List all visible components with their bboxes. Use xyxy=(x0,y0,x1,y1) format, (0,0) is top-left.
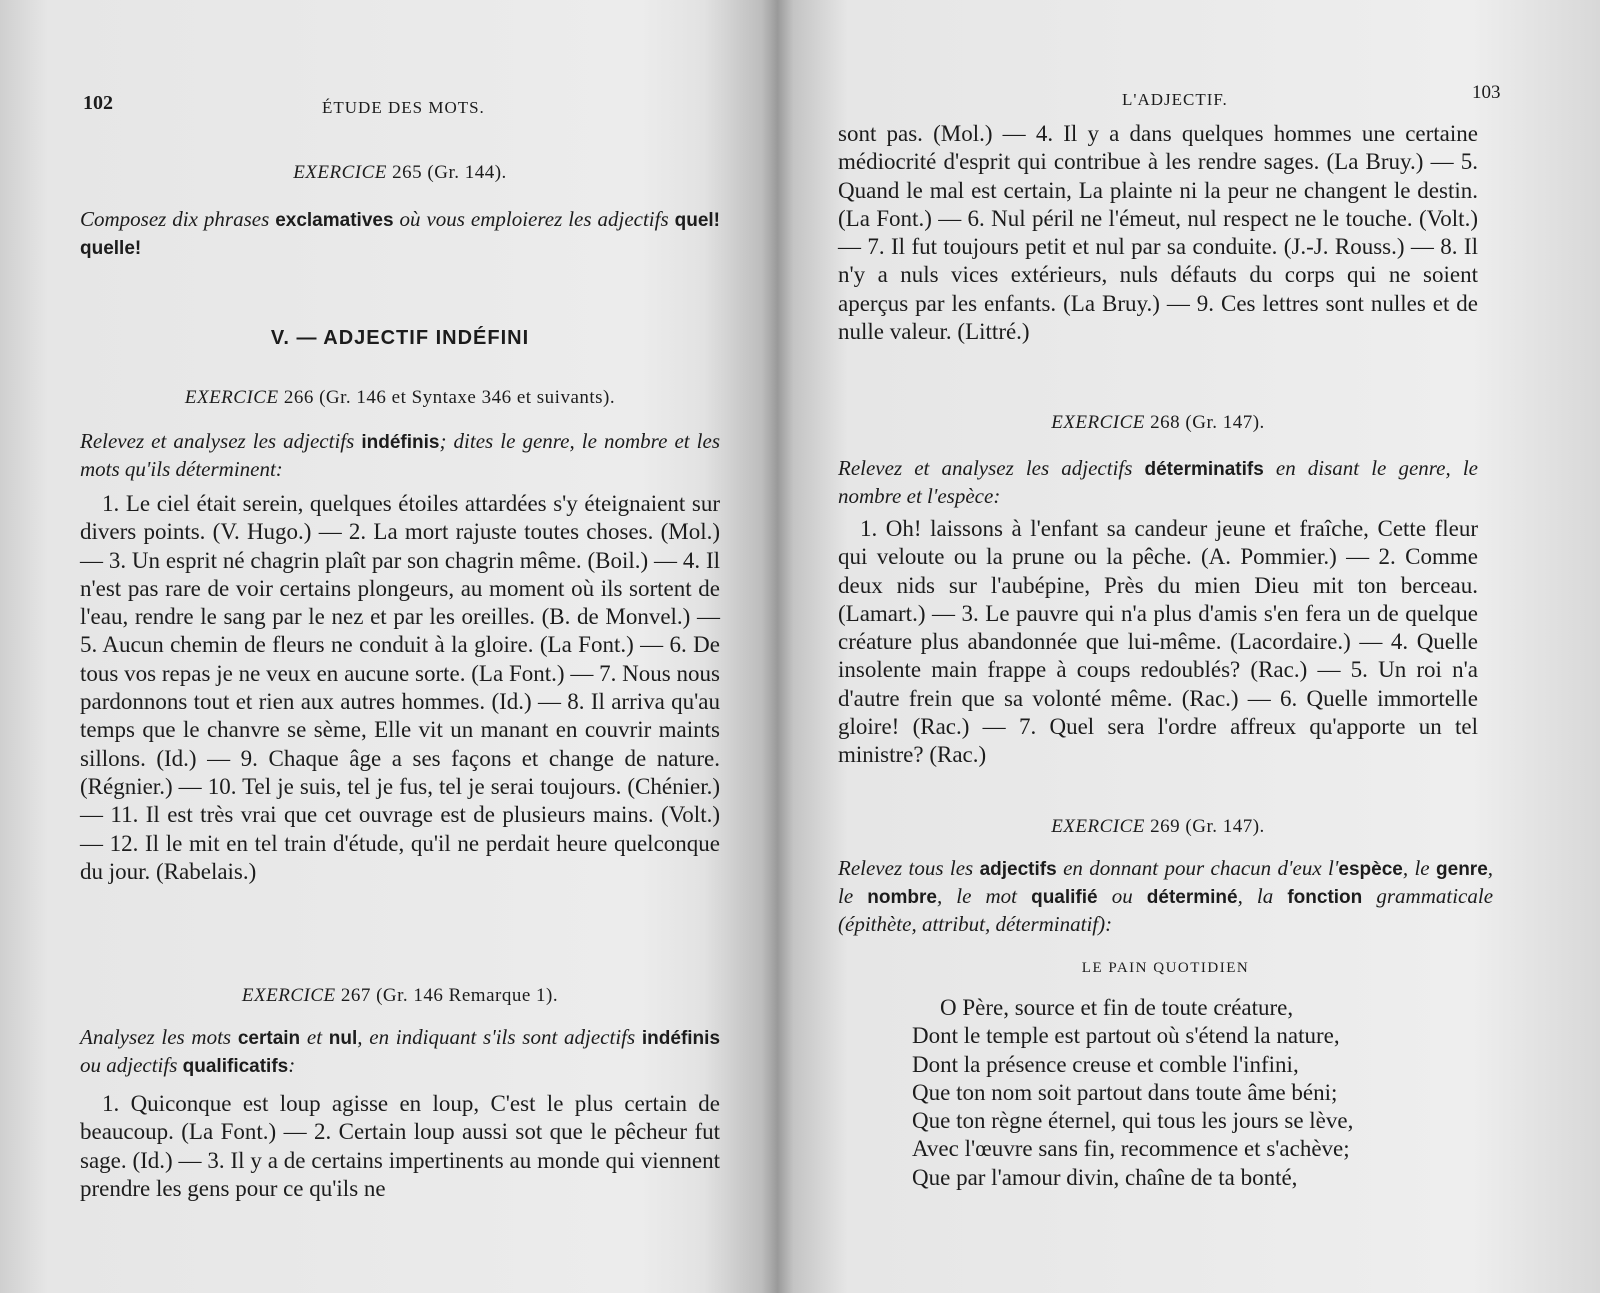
running-head-right: L'ADJECTIF. xyxy=(1122,90,1228,109)
exercise-268-instructions: Relevez et analysez les adjectifs déterminatifs en disant le genre, le nombre et l'espèce: xyxy=(838,456,1478,508)
poem-line: O Père, source et fin de toute créature, xyxy=(940,995,1294,1020)
exercise-word: EXERCICE xyxy=(241,985,336,1006)
exercise-268-title xyxy=(838,412,1478,434)
exercise-ref: 265 (Gr. 144). xyxy=(392,162,507,183)
exercise-265-instructions: Composez dix phrases exclamatives où vous emploierez les adjectifs quel! quelle! xyxy=(80,207,720,259)
poem-line: Dont le temple est partout où s'étend la nature, xyxy=(912,1023,1340,1049)
page-number-right: 103 xyxy=(1472,82,1501,103)
exercise-ref: 266 (Gr. 146 et Syntaxe 346 et suivants). xyxy=(283,387,616,408)
poem-line: Que ton nom soit partout dans toute âme béni; xyxy=(912,1079,1338,1105)
exercise-266-text: 1. Le ciel était serein, quelques étoiles attardées s'y éteignaient sur divers points. (V. Hugo.) — 2. La mort rajuste toutes choses. (Mol.) — 3. Un esprit né chagrin plaît par son chagrin même. (Boil.) — 4. Il n'est pas rare de voir certains plongeurs, au moment où ils sortent de l'eau, rendre le sang par le nez et par les oreilles. (B. de Monvel.) — 5. Aucun chemin de fleurs ne conduit à la gloire. (La Font.) — 6. De tous vos repas je ne veux en aucune sorte. (La Font.) — 7. Nous nous pardonnons tout et rien aux autres hommes. (Id.) — 8. Il arriva qu'au temps que le chanvre se sème, Elle vit un manant en couvrir maints sillons. (Id.) — 9. Chaque âge a ses façons et change de nature. (Régnier.) — 10. Tel je suis, tel je fus, tel je serai toujours. (Chénier.) — 11. Il est très vrai que cet ouvrage est de plusieurs mains. (Volt.) — 12. Il le mit en tel train d'étude, qu'il ne perdait heure quelconque du jour. (Rabelais.) xyxy=(80,491,720,884)
exercise-ref: 268 (Gr. 147). xyxy=(1150,412,1265,433)
poem-line: Que par l'amour divin, chaîne de ta bonté, xyxy=(912,1164,1298,1190)
poem xyxy=(912,994,1472,1192)
exercise-word: EXERCICE xyxy=(293,162,387,183)
exercise-266-instructions: Relevez et analysez les adjectifs indéfinis; dites le genre, le nombre et les mots qu'ils déterminent: xyxy=(80,429,720,481)
exercise-266-title xyxy=(80,387,720,409)
exercise-269-title xyxy=(838,816,1478,838)
exercise-word: EXERCICE xyxy=(1051,412,1145,433)
exercise-ref: 269 (Gr. 147). xyxy=(1150,816,1265,837)
exercise-268-text: 1. Oh! laissons à l'enfant sa candeur jeune et fraîche, Cette fleur qui veloute ou la prune ou la pêche. (A. Pommier.) — 2. Comme deux nids sur l'aubépine, Près du mien Dieu mit ton berceau. (Lamart.) — 3. Le pauvre qui n'a plus d'amis s'en fera un de quelque créature plus abandonnée que lui-même. (Lacordaire.) — 4. Quelle insolente main frappe à coups redoublés? (Rac.) — 5. Un roi n'a d'autre frein que sa volonté même. (Rac.) — 6. Quelle immortelle gloire! (Rac.) — 7. Quel sera l'ordre affreux qu'apporte un tel ministre? (Rac.) xyxy=(838,516,1478,768)
exercise-word: EXERCICE xyxy=(1051,816,1145,837)
poem-title: LE PAIN QUOTIDIEN xyxy=(1081,960,1250,976)
exercise-267-text: 1. Quiconque est loup agisse en loup, C'est le plus certain de beaucoup. (La Font.) — 2. Certain loup aussi sot que le pêcheur fut sage. (Id.) — 3. Il y a de certains impertinents au monde qui viennent prendre les gens pour ce qu'ils ne xyxy=(80,1091,720,1201)
right-page xyxy=(800,0,1600,1293)
exercise-ref: 267 (Gr. 146 Remarque 1). xyxy=(340,985,559,1006)
section-title: V. — ADJECTIF INDÉFINI xyxy=(270,327,530,349)
running-head-left: ÉTUDE DES MOTS. xyxy=(322,98,485,117)
poem-line: Que ton règne éternel, qui tous les jours se lève, xyxy=(912,1108,1354,1134)
exercise-265-title xyxy=(80,162,720,184)
exercise-269-instructions: Relevez tous les adjectifs en donnant pour chacun d'eux l'espèce, le genre, le nombre, le mot qualifié ou déterminé, la fonction grammaticale (épithète, attribut, déterminatif): xyxy=(838,856,1494,936)
exercise-267-title xyxy=(80,985,720,1007)
poem-line: Dont la présence creuse et comble l'infini, xyxy=(912,1051,1299,1077)
continuation-text: sont pas. (Mol.) — 4. Il y a dans quelques hommes une certaine médiocrité d'esprit qui contribue à les rendre sages. (La Bruy.) — 5. Quand le mal est certain, La plainte ni la peur ne changent le destin. (La Font.) — 6. Nul péril ne l'émeut, nul respect ne le touche. (Volt.) — 7. Il fut toujours petit et nul par sa conduite. (J.-J. Rouss.) — 8. Il n'y a nuls vices extérieurs, nuls défauts du corps qui ne soient aperçus par les enfants. (La Bruy.) — 9. Ces lettres sont nulles et de nulle valeur. (Littré.) xyxy=(838,121,1478,345)
left-page xyxy=(0,0,780,1293)
exercise-word: EXERCICE xyxy=(184,387,279,408)
exercise-267-instructions: Analysez les mots certain et nul, en indiquant s'ils sont adjectifs indéfinis ou adjectifs qualificatifs: xyxy=(80,1025,721,1077)
page-number-left: 102 xyxy=(83,92,113,114)
poem-line: Avec l'œuvre sans fin, recommence et s'achève; xyxy=(912,1136,1350,1162)
